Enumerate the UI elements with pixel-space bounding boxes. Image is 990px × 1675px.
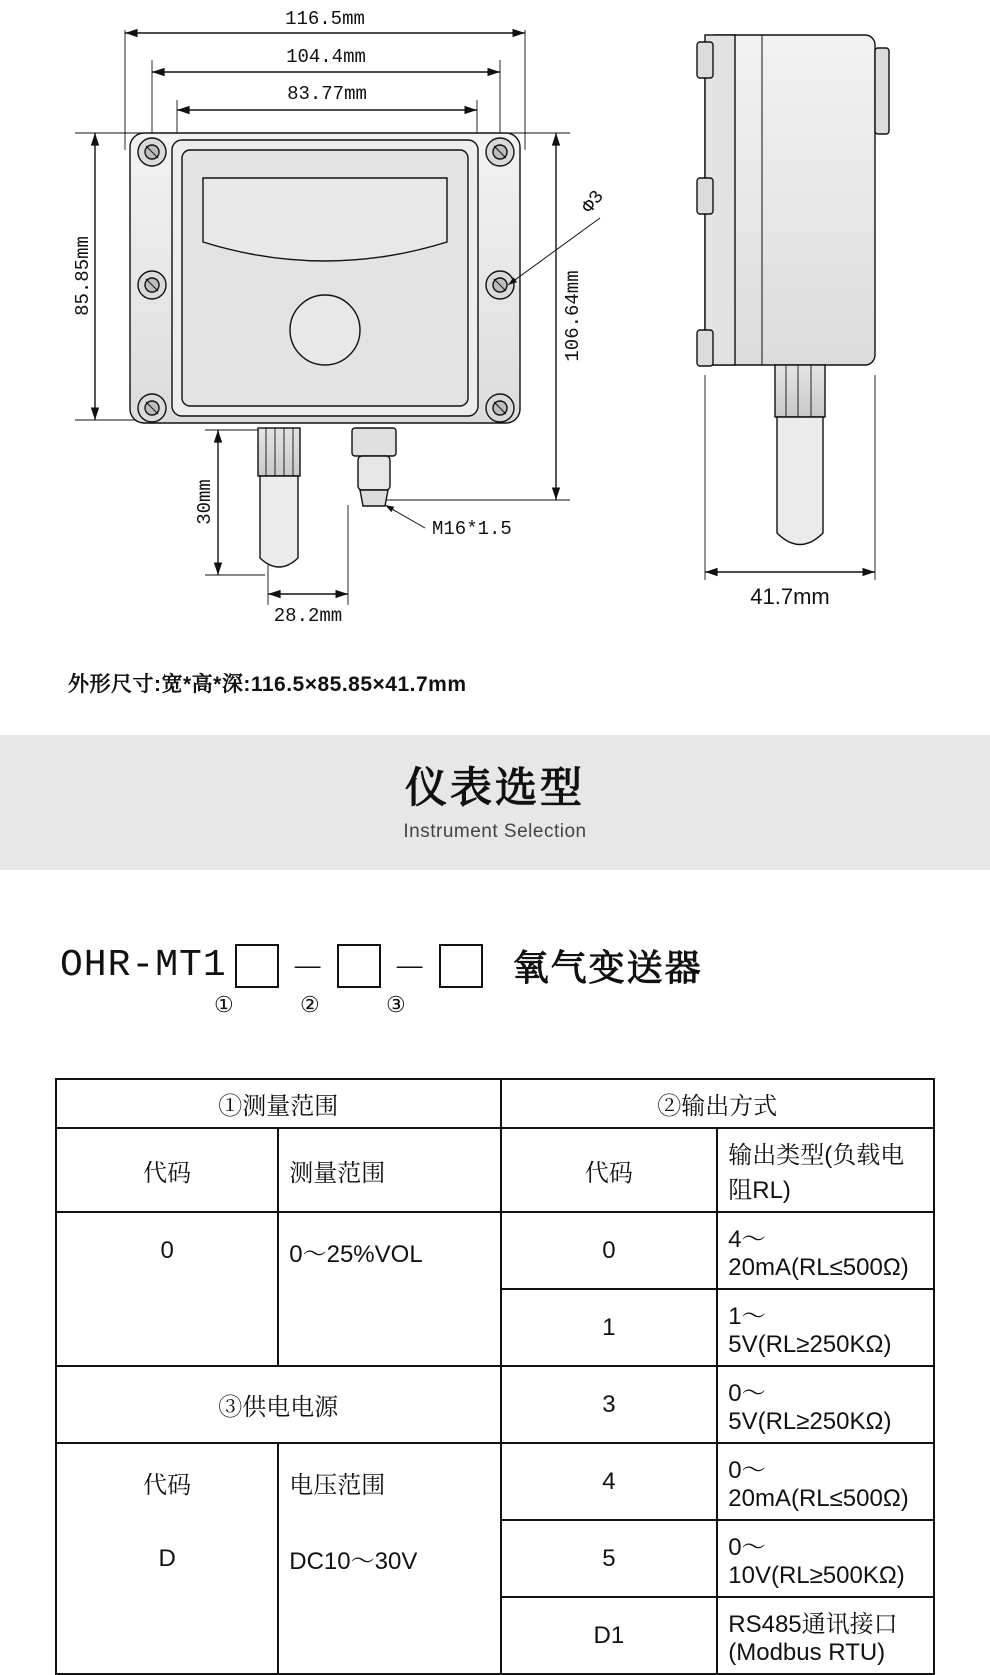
section1-title: ①测量范围 (56, 1079, 501, 1128)
dim-probe-offset: 28.2mm (273, 605, 343, 627)
dim-height-right: 106.64mm (562, 270, 584, 362)
section3-title: ③供电电源 (56, 1366, 501, 1443)
table-row (56, 1597, 934, 1674)
range-value-0: 0～25%VOL (278, 1212, 500, 1289)
model-dash-1: － (290, 950, 325, 988)
output-value-3: 0～20mA(RL≤500Ω) (717, 1443, 934, 1520)
range-filler-a (56, 1289, 278, 1366)
table-row (56, 1212, 934, 1289)
output-code-4: 5 (501, 1520, 718, 1597)
dimension-caption: 外形尺寸:宽*高*深:116.5×85.85×41.7mm (68, 673, 467, 696)
table-row (56, 1289, 934, 1366)
dim-width-outer: 116.5mm (285, 8, 365, 30)
model-dash-2: － (392, 950, 427, 988)
output-value-4: 0～10V(RL≥500KΩ) (717, 1520, 934, 1597)
dimension-drawing-svg (0, 0, 990, 735)
dim-width-mid: 104.4mm (286, 46, 366, 68)
power-filler-b (278, 1597, 500, 1674)
table-row (56, 1443, 934, 1520)
power-filler-a (56, 1597, 278, 1674)
head-value-1: 测量范围 (278, 1128, 500, 1212)
section2-title: ②输出方式 (501, 1079, 934, 1128)
model-slot-1[interactable] (235, 944, 279, 988)
dim-hole-diameter: Ф3 (577, 186, 609, 218)
output-value-2: 0～5V(RL≥250KΩ) (717, 1366, 934, 1443)
model-slot-markers (60, 992, 620, 1026)
section-banner (0, 735, 990, 870)
dim-probe-length: 30mm (194, 479, 216, 525)
head-code-2: 代码 (501, 1128, 718, 1212)
power-code-0: D (56, 1520, 278, 1597)
dimension-drawing-section (0, 0, 990, 735)
marker-3: ③ (386, 992, 406, 1017)
marker-1: ① (214, 992, 234, 1017)
product-name: 氧气变送器 (512, 947, 703, 988)
dim-height-left: 85.85mm (72, 236, 94, 316)
dim-thread: M16*1.5 (432, 518, 512, 540)
instrument-selection-section (0, 870, 990, 1666)
output-value-1: 1～5V(RL≥250KΩ) (717, 1289, 934, 1366)
model-slot-2[interactable] (337, 944, 381, 988)
selection-table (55, 1078, 935, 1675)
output-code-1: 1 (501, 1289, 718, 1366)
head-code-3: 代码 (56, 1443, 278, 1520)
marker-2: ② (300, 992, 320, 1017)
power-value-0: DC10～30V (278, 1520, 500, 1597)
output-value-0: 4～20mA(RL≤500Ω) (717, 1212, 934, 1289)
output-code-0: 0 (501, 1212, 718, 1289)
model-code-row (60, 940, 703, 991)
output-code-5: D1 (501, 1597, 718, 1674)
output-code-3: 4 (501, 1443, 718, 1520)
head-value-3: 电压范围 (278, 1443, 500, 1520)
model-slot-3[interactable] (439, 944, 483, 988)
table-row (56, 1366, 934, 1443)
banner-title: 仪表选型 (404, 764, 585, 811)
table-row (56, 1128, 934, 1212)
banner-subtitle: Instrument Selection (403, 821, 587, 842)
model-prefix: OHR-MT1 (60, 944, 227, 987)
table-row (56, 1079, 934, 1128)
dim-width-inner: 83.77mm (287, 83, 367, 105)
output-code-2: 3 (501, 1366, 718, 1443)
range-code-0: 0 (56, 1212, 278, 1289)
head-code-1: 代码 (56, 1128, 278, 1212)
range-filler-b (278, 1289, 500, 1366)
table-row (56, 1520, 934, 1597)
output-value-5: RS485通讯接口(Modbus RTU) (717, 1597, 934, 1674)
dim-depth: 41.7mm (750, 584, 830, 609)
head-value-2: 输出类型(负载电阻RL) (717, 1128, 934, 1212)
